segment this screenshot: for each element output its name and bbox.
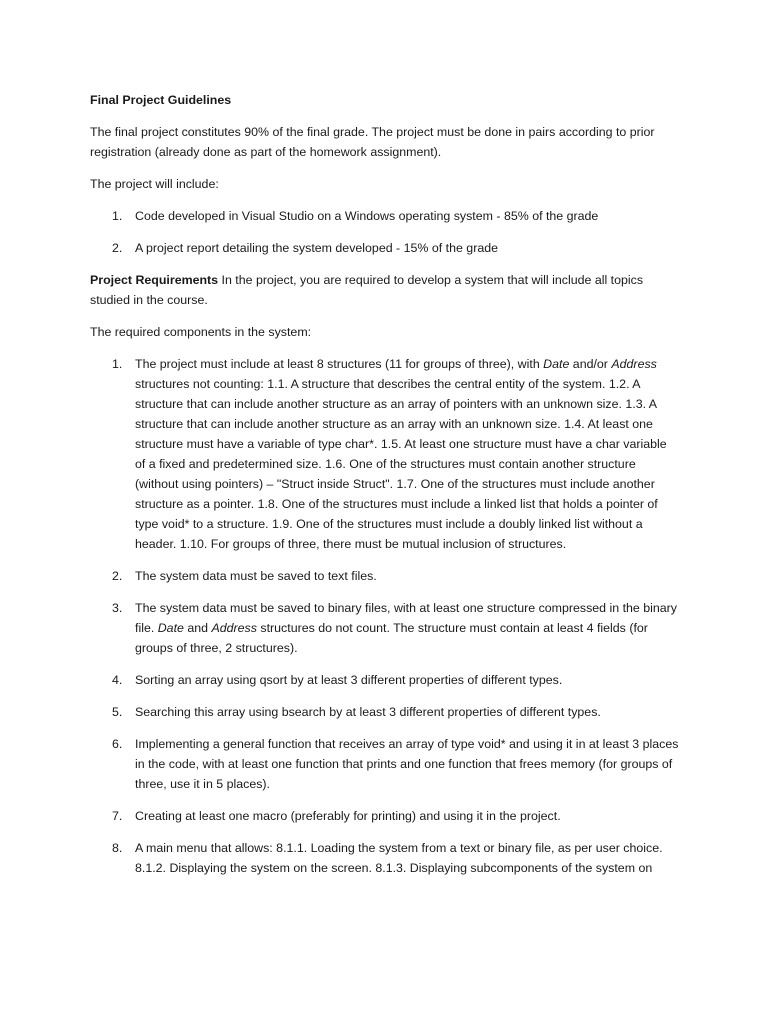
italic-run: Address (211, 621, 257, 635)
list-item (90, 838, 680, 878)
document-body (90, 90, 680, 890)
list-number: 3. (112, 601, 123, 615)
document-title: Final Project Guidelines (90, 93, 232, 107)
components-list (90, 354, 680, 878)
list-text: Implementing a general function that receives an array of type void* and using it in at least 3 places in the code, with at least one function that prints and one function that frees memory (for groups of three, use it in 5 places). (135, 737, 679, 791)
include-list (90, 206, 680, 258)
list-number: 2. (112, 569, 123, 583)
list-number: 1. (112, 209, 123, 223)
italic-run: Date (157, 621, 184, 635)
list-text (135, 601, 677, 655)
list-number: 4. (112, 673, 123, 687)
list-number: 5. (112, 705, 123, 719)
text-run: and/or (569, 357, 612, 371)
list-item (90, 206, 680, 226)
list-text: Sorting an array using qsort by at least 3 different properties of different types. (135, 673, 563, 687)
components-label: The required components in the system: (90, 325, 312, 339)
list-item (90, 806, 680, 826)
text-run: structures not counting: 1.1. A structure that describes the central entity of the system. 1.2. A structure that can include another structure as an array of pointers with an unknown size. 1.3. A structure that can include another structure as an array with an unknown size. 1.4. At least one structure must have a variable of type char*. 1.5. At least one structure must have a char variable of a fixed and predetermined size. 1.6. One of the structures must contain another structure (without using pointers) – "Struct inside Struct". 1.7. One of the structures must include another structure as a pointer. 1.8. One of the structures must include a linked list that holds a pointer of type void* to a structure. 1.9. One of the structures must include a doubly linked list without a header. 1.10. For groups of three, there must be mutual inclusion of structures. (135, 377, 667, 551)
intro-paragraph: The final project constitutes 90% of the final grade. The project must be done in pairs according to prior registration (already done as part of the homework assignment). (90, 125, 655, 159)
text-run: structures do not count. The structure must contain at least 4 fields (for groups of three, 2 structures). (135, 621, 648, 655)
requirements-heading: Project Requirements (90, 273, 219, 287)
list-text (135, 357, 667, 551)
list-item (90, 354, 680, 554)
list-item (90, 238, 680, 258)
requirements-paragraph (90, 270, 680, 310)
list-item (90, 566, 680, 586)
include-label: The project will include: (90, 177, 219, 191)
list-number: 8. (112, 841, 123, 855)
text-run: and (183, 621, 212, 635)
list-number: 1. (112, 357, 123, 371)
list-text: A main menu that allows: 8.1.1. Loading the system from a text or binary file, as per user choice. 8.1.2. Displaying the system on the screen. 8.1.3. Displaying subcomponents of the system on (135, 841, 663, 875)
list-text: A project report detailing the system developed - 15% of the grade (135, 241, 498, 255)
italic-run: Address (611, 357, 657, 371)
list-number: 6. (112, 737, 123, 751)
list-text: Searching this array using bsearch by at least 3 different properties of different types. (135, 705, 601, 719)
text-run: The project must include at least 8 structures (11 for groups of three), with (135, 357, 544, 371)
requirements-text: In the project, you are required to develop a system that will include all topics studied in the course. (90, 273, 644, 307)
list-number: 2. (112, 241, 123, 255)
list-number: 7. (112, 809, 123, 823)
list-item (90, 670, 680, 690)
list-text: The system data must be saved to text files. (135, 569, 377, 583)
list-item (90, 734, 680, 794)
text-run: The system data must be saved to binary files, with at least one structure compressed in the binary file. (135, 601, 678, 635)
italic-run: Date (543, 357, 570, 371)
list-item (90, 702, 680, 722)
list-item (90, 598, 680, 658)
list-text: Code developed in Visual Studio on a Windows operating system - 85% of the grade (135, 209, 599, 223)
list-text: Creating at least one macro (preferably for printing) and using it in the project. (135, 809, 561, 823)
